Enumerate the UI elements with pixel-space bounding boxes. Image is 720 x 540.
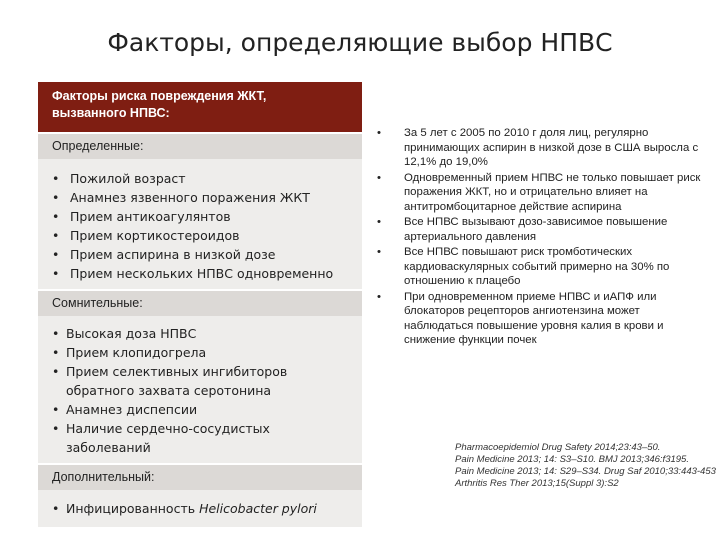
reference-line: Pain Medicine 2013; 14: S3–S10. BMJ 2013;346:f3195.: [455, 454, 689, 465]
panel-header-line1: Факторы риска повреждения ЖКТ,: [52, 89, 267, 103]
bullet: •: [52, 326, 60, 341]
panel-header-line2: вызванного НПВС:: [52, 106, 170, 120]
list-item: • Инфицированность Helicobacter pylori: [52, 501, 317, 516]
bullet: •: [52, 171, 60, 186]
bullet: •: [52, 364, 60, 379]
slide-title: Факторы, определяющие выбор НПВС: [107, 28, 613, 57]
bullet: •: [377, 290, 381, 303]
bullet: •: [377, 171, 381, 184]
list-item: • Наличие сердечно-сосудистых заболеваний: [52, 421, 270, 455]
list-item: • Прием кортикостероидов: [52, 228, 240, 243]
bullet: •: [377, 216, 381, 228]
list-item: • При одновременном приеме НПВС и иАПФ или блокаторов рецепторов ангиотензина может наблюдаться повышение уровня калия в крови и снижение функции почек: [372, 290, 712, 348]
section-header-additional: Дополнительный:: [38, 465, 362, 490]
section-body-additional: [38, 490, 362, 527]
pathogen-name: Helicobacter pylori: [199, 501, 317, 516]
bullet: •: [377, 127, 381, 139]
list-item: • Прием клопидогрела: [52, 345, 207, 360]
bullet: •: [52, 209, 60, 224]
bullet: •: [52, 345, 60, 360]
list-item: • За 5 лет с 2005 по 2010 г доля лиц, регулярно принимающих аспирин в низкой дозе в США выросла с 12,1% до 19,0%: [372, 126, 712, 170]
list-item: • Все НПВС повышают риск тромботических кардиоваскулярных событий примерно на 30% по отношению к плацебо: [372, 245, 712, 289]
bullet: •: [377, 246, 381, 258]
reference-line: Arthritis Res Ther 2013;15(Suppl 3):S2: [455, 478, 619, 489]
bullet: •: [52, 421, 60, 436]
list-item: • Анамнез диспепсии: [52, 402, 198, 417]
list-item: • Анамнез язвенного поражения ЖКТ: [52, 190, 310, 205]
list-item: • Прием антикоагулянтов: [52, 209, 231, 224]
panel-header: [38, 82, 362, 132]
section-body-definite: [38, 159, 362, 289]
bullet: •: [52, 228, 60, 243]
list-item: • Пожилой возраст: [52, 171, 186, 186]
list-item: • Одновременный прием НПВС не только повышает риск поражения ЖКТ, но и отрицательно влияет на антитромбоцитарное действие аспирина: [372, 171, 712, 215]
section-header-definite: Определенные:: [38, 134, 362, 159]
bullet: •: [52, 247, 60, 262]
section-body-doubtful: [38, 316, 362, 463]
list-item: • Прием селективных ингибиторов обратного захвата серотонина: [52, 364, 288, 398]
facts-list: [372, 126, 712, 349]
bullet: •: [52, 266, 60, 281]
bullet: •: [52, 501, 60, 516]
reference-line: Pharmacoepidemiol Drug Safety 2014;23:43–50.: [455, 442, 661, 453]
risk-factors-panel: [38, 82, 362, 527]
list-item: • Все НПВС вызывают дозо-зависимое повышение артериального давления: [372, 215, 712, 244]
bullet: •: [52, 402, 60, 417]
list-item: • Высокая доза НПВС: [52, 326, 197, 341]
list-item: • Прием нескольких НПВС одновременно: [52, 266, 334, 281]
bullet: •: [52, 190, 60, 205]
list-item: • Прием аспирина в низкой дозе: [52, 247, 276, 262]
section-header-doubtful: Сомнительные:: [38, 291, 362, 316]
references: [455, 442, 720, 490]
reference-line: Pain Medicine 2013; 14: S29–S34. Drug Saf 2010;33:443-453: [455, 466, 716, 477]
